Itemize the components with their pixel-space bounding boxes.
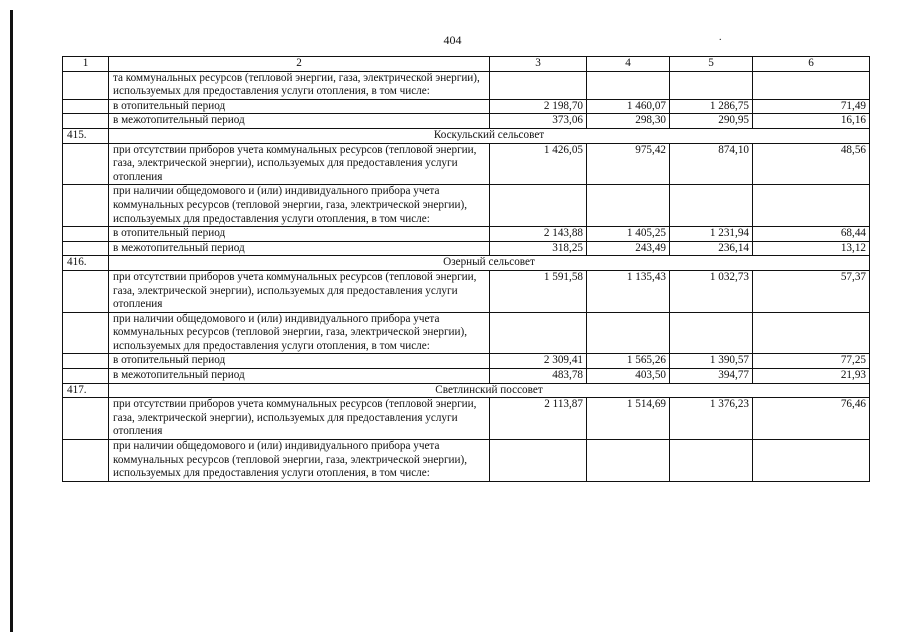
table-cell-c3: 2 198,70 bbox=[490, 99, 587, 114]
column-header: 1 bbox=[63, 57, 109, 72]
page-mark: . bbox=[719, 32, 722, 43]
table-cell-c5: 1 286,75 bbox=[670, 99, 753, 114]
table-cell-c5: 1 231,94 bbox=[670, 227, 753, 242]
table-cell-c4: 1 135,43 bbox=[587, 270, 670, 312]
table-cell-c4: 243,49 bbox=[587, 241, 670, 256]
table-cell-c2: в межотопительный период bbox=[109, 114, 490, 129]
table-cell-c3: 1 591,58 bbox=[490, 270, 587, 312]
table-cell-c3: 483,78 bbox=[490, 369, 587, 384]
table-row bbox=[63, 227, 870, 242]
table-row bbox=[63, 114, 870, 129]
page-left-border bbox=[10, 10, 13, 632]
table-cell-c1 bbox=[63, 143, 109, 185]
table-row bbox=[63, 354, 870, 369]
table-cell-c1: 415. bbox=[63, 128, 109, 143]
section-row bbox=[63, 383, 870, 398]
table-cell-c6 bbox=[753, 440, 870, 482]
table-cell-c2: Озерный сельсовет bbox=[109, 256, 870, 271]
column-header: 4 bbox=[587, 57, 670, 72]
table-cell-c1 bbox=[63, 398, 109, 440]
table-cell-c3 bbox=[490, 185, 587, 227]
table-cell-c3: 318,25 bbox=[490, 241, 587, 256]
table-cell-c2: в отопительный период bbox=[109, 227, 490, 242]
table-cell-c6: 57,37 bbox=[753, 270, 870, 312]
table-cell-c5: 874,10 bbox=[670, 143, 753, 185]
table-cell-c1: 416. bbox=[63, 256, 109, 271]
table-cell-c2: в отопительный период bbox=[109, 99, 490, 114]
table-cell-c1 bbox=[63, 354, 109, 369]
table-cell-c2: в межотопительный период bbox=[109, 369, 490, 384]
column-header: 5 bbox=[670, 57, 753, 72]
table-cell-c1 bbox=[63, 71, 109, 99]
table-cell-c2: в межотопительный период bbox=[109, 241, 490, 256]
table-cell-c5 bbox=[670, 71, 753, 99]
table-cell-c2: в отопительный период bbox=[109, 354, 490, 369]
table-cell-c6: 77,25 bbox=[753, 354, 870, 369]
table-cell-c4 bbox=[587, 440, 670, 482]
table-cell-c1 bbox=[63, 99, 109, 114]
table-row bbox=[63, 312, 870, 354]
table-row bbox=[63, 143, 870, 185]
table-cell-c2: Светлинский поссовет bbox=[109, 383, 870, 398]
table-cell-c6: 21,93 bbox=[753, 369, 870, 384]
table-cell-c1 bbox=[63, 227, 109, 242]
table-cell-c5: 290,95 bbox=[670, 114, 753, 129]
table-cell-c5: 1 376,23 bbox=[670, 398, 753, 440]
table-header-row bbox=[63, 57, 870, 72]
table-cell-c1 bbox=[63, 241, 109, 256]
table-cell-c3 bbox=[490, 440, 587, 482]
section-row bbox=[63, 256, 870, 271]
table-cell-c3 bbox=[490, 71, 587, 99]
table-cell-c4 bbox=[587, 312, 670, 354]
table-cell-c3 bbox=[490, 312, 587, 354]
table-cell-c5: 394,77 bbox=[670, 369, 753, 384]
table-cell-c5 bbox=[670, 312, 753, 354]
section-row bbox=[63, 128, 870, 143]
table-cell-c1 bbox=[63, 369, 109, 384]
table-cell-c4 bbox=[587, 71, 670, 99]
table-cell-c1 bbox=[63, 114, 109, 129]
table-cell-c5 bbox=[670, 185, 753, 227]
table-cell-c5: 236,14 bbox=[670, 241, 753, 256]
table-cell-c6: 76,46 bbox=[753, 398, 870, 440]
table-cell-c2: при наличии общедомового и (или) индивидуального прибора учета коммунальных ресурсов (тепловой энергии, газа, электрической энергии), используемых для предоставления услуги отопления, в том числе: bbox=[109, 312, 490, 354]
table-body bbox=[63, 71, 870, 481]
table-row bbox=[63, 241, 870, 256]
table-row bbox=[63, 369, 870, 384]
table-cell-c1: 417. bbox=[63, 383, 109, 398]
table-cell-c2: Коскульский сельсовет bbox=[109, 128, 870, 143]
table-cell-c3: 2 143,88 bbox=[490, 227, 587, 242]
table-cell-c3: 1 426,05 bbox=[490, 143, 587, 185]
table-cell-c6: 16,16 bbox=[753, 114, 870, 129]
table-cell-c2: при отсутствии приборов учета коммунальных ресурсов (тепловой энергии, газа, электрической энергии), используемых для предоставления услуги отопления bbox=[109, 270, 490, 312]
table-cell-c4: 1 405,25 bbox=[587, 227, 670, 242]
table-cell-c4: 1 565,26 bbox=[587, 354, 670, 369]
table-row bbox=[63, 270, 870, 312]
table-cell-c2: при наличии общедомового и (или) индивидуального прибора учета коммунальных ресурсов (тепловой энергии, газа, электрической энергии), используемых для предоставления услуги отопления, в том числе: bbox=[109, 185, 490, 227]
table-cell-c6: 13,12 bbox=[753, 241, 870, 256]
table-row bbox=[63, 440, 870, 482]
table-row bbox=[63, 398, 870, 440]
table-cell-c5: 1 032,73 bbox=[670, 270, 753, 312]
table-cell-c2: при наличии общедомового и (или) индивидуального прибора учета коммунальных ресурсов (тепловой энергии, газа, электрической энергии), используемых для предоставления услуги отопления, в том числе: bbox=[109, 440, 490, 482]
table-cell-c4: 1 460,07 bbox=[587, 99, 670, 114]
table-cell-c6: 68,44 bbox=[753, 227, 870, 242]
table-cell-c5: 1 390,57 bbox=[670, 354, 753, 369]
table-cell-c5 bbox=[670, 440, 753, 482]
table-cell-c6 bbox=[753, 312, 870, 354]
table-cell-c6 bbox=[753, 185, 870, 227]
table-cell-c3: 2 309,41 bbox=[490, 354, 587, 369]
tariff-table bbox=[62, 56, 870, 482]
table-cell-c4: 298,30 bbox=[587, 114, 670, 129]
table-cell-c4: 1 514,69 bbox=[587, 398, 670, 440]
table-cell-c6: 48,56 bbox=[753, 143, 870, 185]
table-cell-c6 bbox=[753, 71, 870, 99]
table-cell-c3: 373,06 bbox=[490, 114, 587, 129]
column-header: 6 bbox=[753, 57, 870, 72]
table-cell-c1 bbox=[63, 185, 109, 227]
table-cell-c3: 2 113,87 bbox=[490, 398, 587, 440]
table-cell-c2: при отсутствии приборов учета коммунальных ресурсов (тепловой энергии, газа, электрической энергии), используемых для предоставления услуги отопления bbox=[109, 143, 490, 185]
table-cell-c1 bbox=[63, 270, 109, 312]
table-row bbox=[63, 99, 870, 114]
table-cell-c4 bbox=[587, 185, 670, 227]
table-cell-c2: та коммунальных ресурсов (тепловой энергии, газа, электрической энергии), используемых для предоставления услуги отопления, в том числе: bbox=[109, 71, 490, 99]
page-number: 404 bbox=[443, 33, 462, 47]
table-cell-c4: 403,50 bbox=[587, 369, 670, 384]
table-cell-c6: 71,49 bbox=[753, 99, 870, 114]
column-header: 2 bbox=[109, 57, 490, 72]
table-cell-c1 bbox=[63, 440, 109, 482]
table-row bbox=[63, 185, 870, 227]
table-cell-c4: 975,42 bbox=[587, 143, 670, 185]
column-header: 3 bbox=[490, 57, 587, 72]
table-cell-c2: при отсутствии приборов учета коммунальных ресурсов (тепловой энергии, газа, электрической энергии), используемых для предоставления услуги отопления bbox=[109, 398, 490, 440]
table-row bbox=[63, 71, 870, 99]
table-cell-c1 bbox=[63, 312, 109, 354]
